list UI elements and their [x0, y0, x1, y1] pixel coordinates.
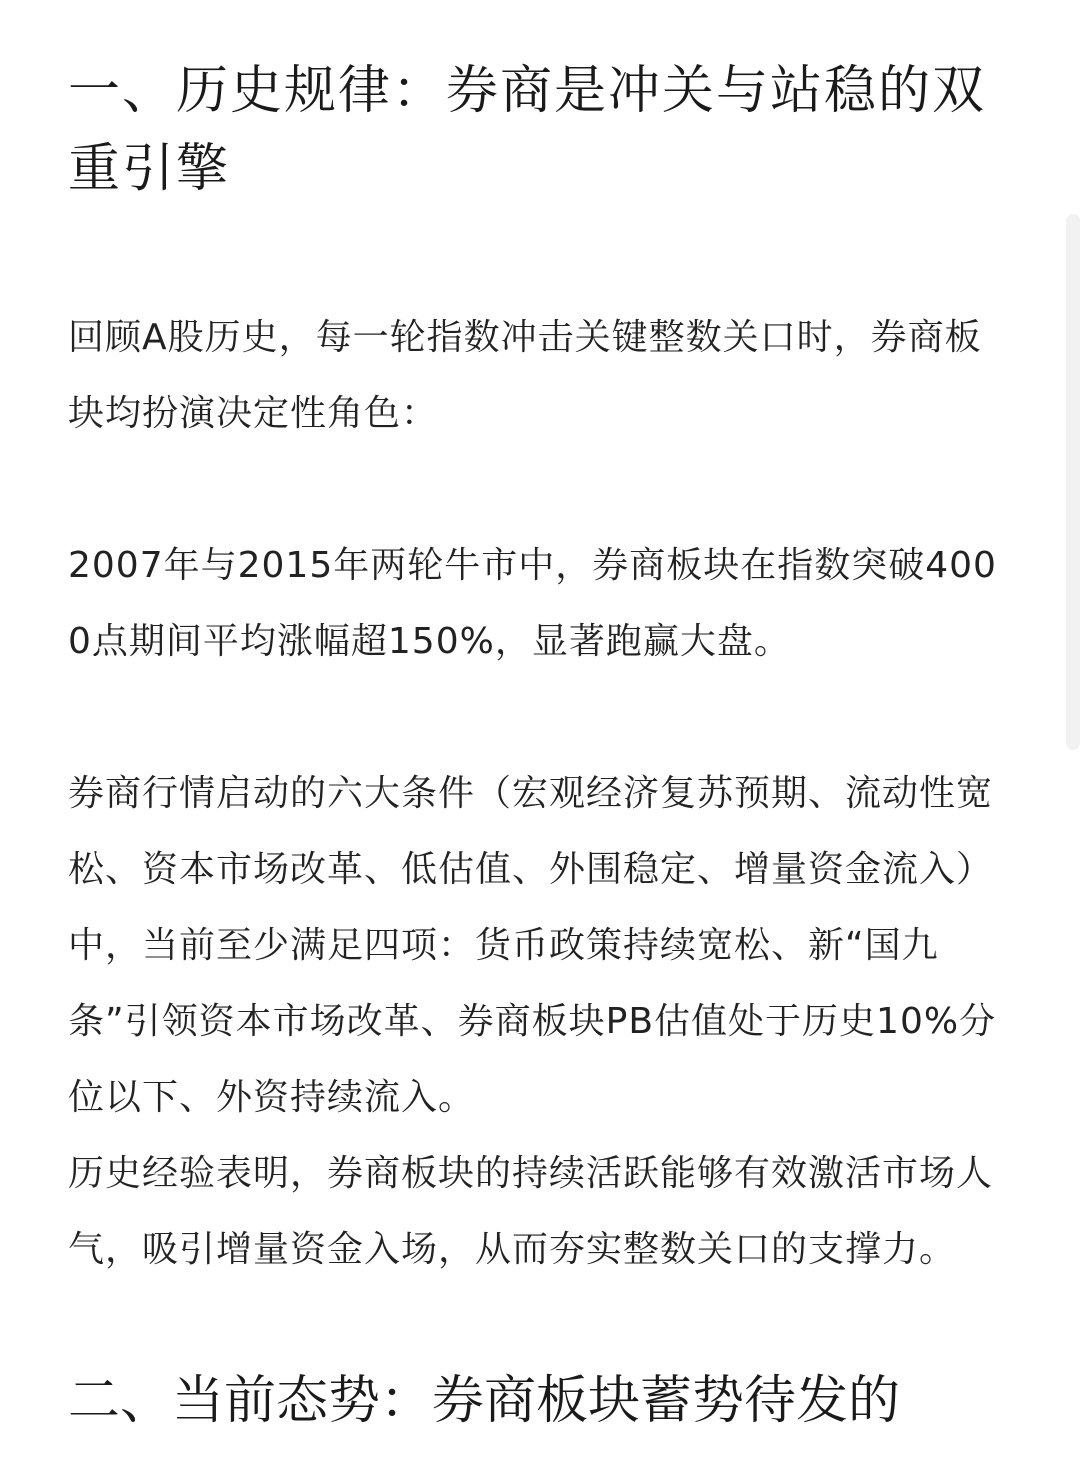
paragraph-bull-market: 2007年与2015年两轮牛市中，券商板块在指数突破4000点期间平均涨幅超150%，显著跑赢大盘。: [68, 545, 997, 662]
section-heading: 一、历史规律：券商是冲关与站稳的双重引擎: [68, 61, 987, 199]
paragraph-conditions: 券商行情启动的六大条件（宏观经济复苏预期、流动性宽松、资本市场改革、低估值、外围稳定、增量资金流入）中，当前至少满足四项：货币政策持续宽松、新“国九条”引领资本市场改革、券商板块PB估值处于历史10%分位以下、外资持续流入。: [68, 773, 997, 1118]
next-section-heading: 二、当前态势：券商板块蓄势待发的: [68, 1371, 901, 1431]
scrollbar[interactable]: [1066, 214, 1080, 750]
article-body: [68, 0, 1003, 1440]
paragraph-intro: 回顾A股历史，每一轮指数冲击关键整数关口时，券商板块均扮演决定性角色：: [68, 317, 982, 434]
paragraph-conclusion: 历史经验表明，券商板块的持续活跃能够有效激活市场人气，吸引增量资金入场，从而夯实整数关口的支撑力。: [68, 1153, 994, 1270]
